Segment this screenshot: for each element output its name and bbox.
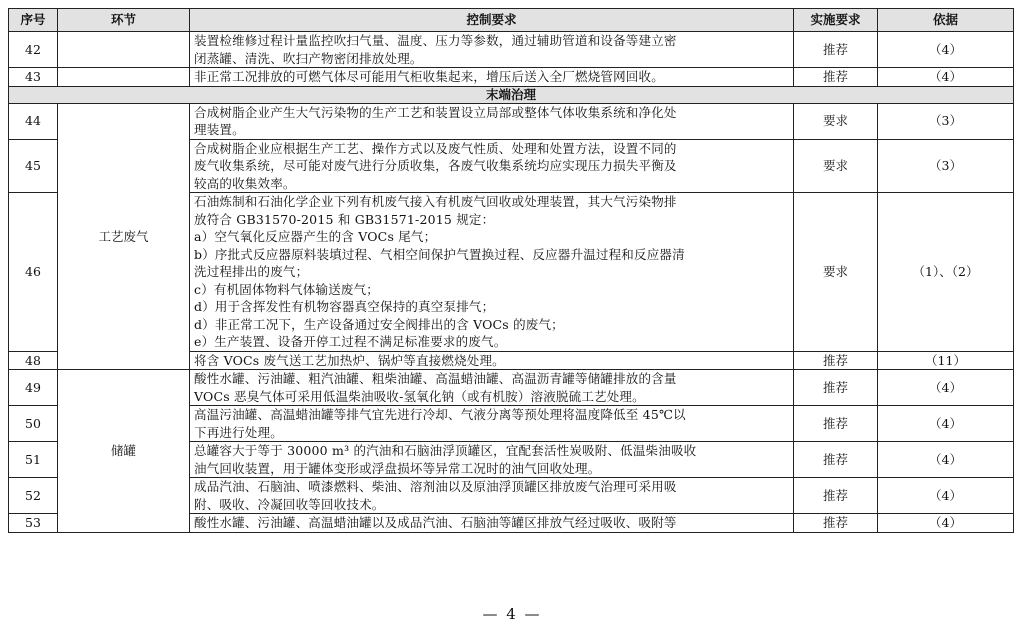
section-cell — [58, 68, 190, 87]
table-row — [9, 370, 1014, 406]
requirement-line: 闭蒸罐、清洗、吹扫产物密闭排放处理。 — [194, 50, 423, 66]
requirement-cell — [190, 370, 794, 406]
requirement-cell — [190, 193, 794, 352]
header-level: 实施要求 — [794, 9, 878, 32]
level-cell: 推荐 — [794, 406, 878, 442]
row-number: 49 — [9, 370, 58, 406]
requirement-line: 装置检维修过程计量监控吹扫气量、温度、压力等参数，通过辅助管道和设备等建立密 — [194, 33, 677, 48]
basis-cell: （4） — [878, 442, 1014, 478]
requirement-line: 较高的收集效率。 — [194, 175, 296, 191]
section-title-row — [9, 86, 1014, 103]
section-cell — [58, 32, 190, 68]
requirement-line: 非正常工况排放的可燃气体尽可能用气柜收集起来，增压后送入全厂燃烧管网回收。 — [194, 69, 664, 84]
requirement-line: 将含 VOCs 废气送工艺加热炉、锅炉等直接燃烧处理。 — [194, 352, 505, 368]
requirement-cell — [190, 514, 794, 533]
level-cell: 推荐 — [794, 32, 878, 68]
requirement-line: 废气收集系统，尽可能对废气进行分质收集，各废气收集系统均应实现压力损失平衡及 — [194, 158, 677, 173]
requirement-line: 成品汽油、石脑油、喷漆燃料、柴油、溶剂油以及原油浮顶罐区排放废气治理可采用吸 — [194, 479, 677, 494]
row-number: 52 — [9, 478, 58, 514]
header-section: 环节 — [58, 9, 190, 32]
requirement-line: 理装置。 — [194, 122, 245, 137]
table-row — [9, 103, 1014, 139]
requirement-line: 石油炼制和石油化学企业下列有机废气接入有机废气回收或处理装置，其大气污染物排 — [194, 194, 677, 209]
row-number: 42 — [9, 32, 58, 68]
requirement-line: 酸性水罐、污油罐、粗汽油罐、粗柴油罐、高温蜡油罐、高温沥青罐等储罐排放的含量 — [194, 371, 677, 386]
basis-cell: （1）、（2） — [878, 193, 1014, 352]
row-number: 51 — [9, 442, 58, 478]
requirement-line: a）空气氧化反应器产生的含 VOCs 尾气； — [194, 229, 437, 244]
basis-cell: （3） — [878, 103, 1014, 139]
basis-cell: （4） — [878, 370, 1014, 406]
table-row — [9, 32, 1014, 68]
level-cell: 要求 — [794, 103, 878, 139]
requirement-cell — [190, 32, 794, 68]
basis-cell: （4） — [878, 32, 1014, 68]
level-cell: 要求 — [794, 139, 878, 193]
requirement-cell — [190, 139, 794, 193]
section-cell: 储罐 — [58, 370, 190, 533]
requirement-line: b）序批式反应器原料装填过程、气相空间保护气置换过程、反应器升温过程和反应器清 — [194, 246, 685, 262]
requirement-line: 总罐容大于等于 30000 m³ 的汽油和石脑油浮顶罐区，宜配套活性炭吸附、低温柴油吸收 — [194, 443, 697, 458]
requirement-line: 合成树脂企业应根据生产工艺、操作方式以及废气性质、处理和处置方法，设置不同的 — [194, 140, 677, 156]
requirement-line: 洗过程排出的废气； — [194, 264, 309, 279]
basis-cell: （4） — [878, 478, 1014, 514]
requirement-cell — [190, 442, 794, 478]
row-number: 44 — [9, 103, 58, 139]
requirement-cell — [190, 351, 794, 370]
section-title: 末端治理 — [9, 86, 1014, 103]
basis-cell: （4） — [878, 514, 1014, 533]
header-num: 序号 — [9, 9, 58, 32]
basis-cell: （4） — [878, 406, 1014, 442]
requirement-line: 下再进行处理。 — [194, 424, 283, 440]
header-requirement: 控制要求 — [190, 9, 794, 32]
level-cell: 要求 — [794, 193, 878, 352]
requirement-cell — [190, 68, 794, 87]
table-row — [9, 68, 1014, 87]
section-cell: 工艺废气 — [58, 103, 190, 370]
requirement-line: 酸性水罐、污油罐、高温蜡油罐以及成品汽油、石脑油等罐区排放气经过吸收、吸附等 — [194, 515, 677, 530]
requirement-line: d）用于含挥发性有机物容器真空保持的真空泵排气； — [194, 299, 495, 314]
page-number: — 4 — — [482, 605, 542, 623]
requirement-line: 油气回收装置，用于罐体变形或浮盘损坏等异常工况时的油气回收处理。 — [194, 460, 601, 476]
requirement-line: 合成树脂企业产生大气污染物的生产工艺和装置设立局部或整体气体收集系统和净化处 — [194, 104, 677, 120]
level-cell: 推荐 — [794, 514, 878, 533]
requirement-line: VOCs 恶臭气体可采用低温柴油吸收-氢氧化钠（或有机胺）溶液脱硫工艺处理。 — [194, 388, 645, 404]
row-number: 50 — [9, 406, 58, 442]
row-number: 46 — [9, 193, 58, 352]
requirement-line: c）有机固体物料气体输送废气； — [194, 281, 380, 297]
row-number: 45 — [9, 139, 58, 193]
level-cell: 推荐 — [794, 370, 878, 406]
level-cell: 推荐 — [794, 351, 878, 370]
level-cell: 推荐 — [794, 478, 878, 514]
requirement-line: 高温污油罐、高温蜡油罐等排气宜先进行冷却、气液分离等预处理将温度降低至 45℃以 — [194, 407, 686, 422]
row-number: 53 — [9, 514, 58, 533]
requirement-line: 附、吸收、冷凝回收等回收技术。 — [194, 496, 385, 512]
basis-cell: （11） — [878, 351, 1014, 370]
requirements-table — [8, 8, 1014, 533]
basis-cell: （4） — [878, 68, 1014, 87]
basis-cell: （3） — [878, 139, 1014, 193]
row-number: 48 — [9, 351, 58, 370]
requirement-cell — [190, 406, 794, 442]
requirement-line: 放符合 GB31570-2015 和 GB31571-2015 规定： — [194, 211, 495, 227]
requirement-cell — [190, 103, 794, 139]
requirement-cell — [190, 478, 794, 514]
level-cell: 推荐 — [794, 442, 878, 478]
requirement-line: d）非正常工况下，生产设备通过安全阀排出的含 VOCs 的废气； — [194, 316, 564, 332]
row-number: 43 — [9, 68, 58, 87]
header-row — [9, 9, 1014, 32]
requirement-line: e）生产装置、设备开停工过程不满足标准要求的废气。 — [194, 334, 507, 349]
level-cell: 推荐 — [794, 68, 878, 87]
table-body — [9, 32, 1014, 533]
header-basis: 依据 — [878, 9, 1014, 32]
